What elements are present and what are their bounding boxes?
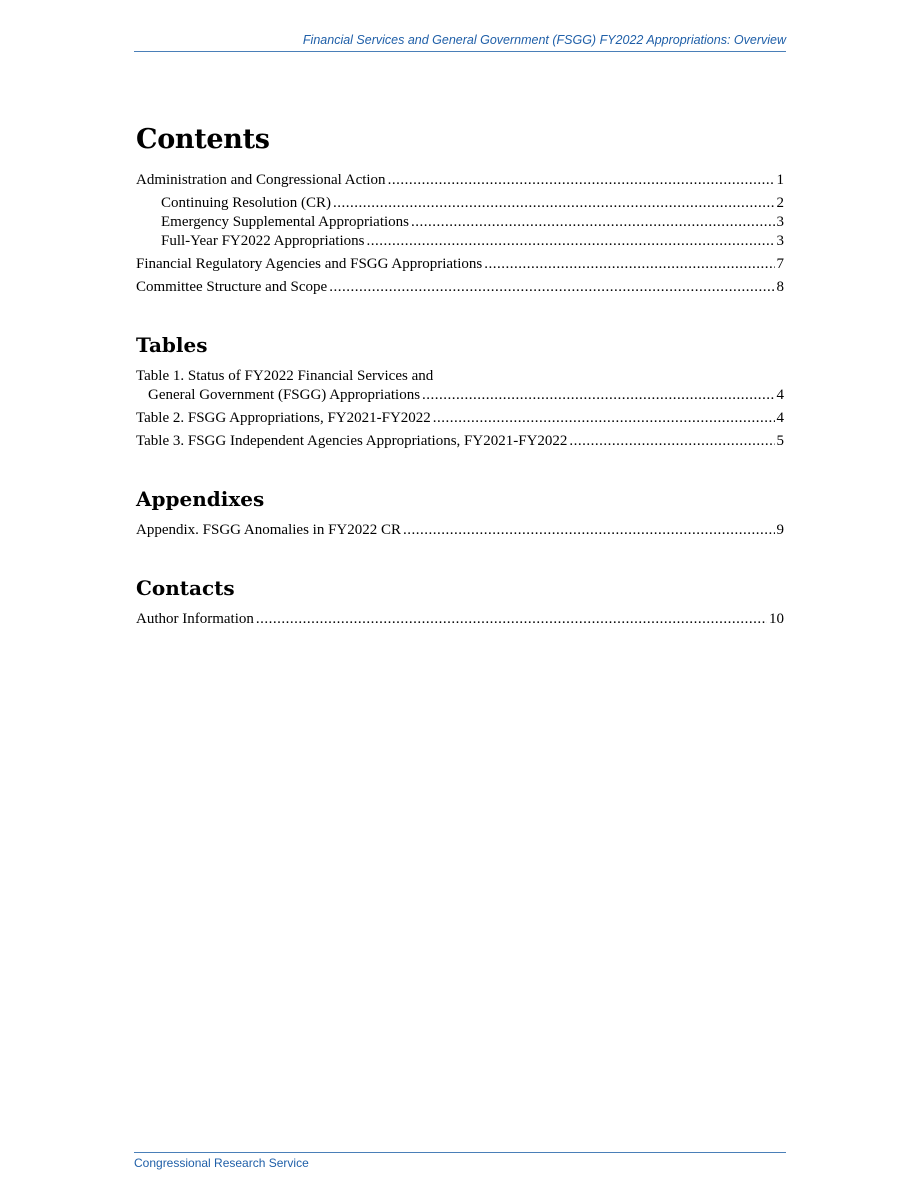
tables-heading: Tables bbox=[136, 333, 208, 357]
toc-entry-label: Table 3. FSGG Independent Agencies Appropriations, FY2021-FY2022 bbox=[136, 433, 568, 449]
contents-list bbox=[136, 171, 784, 297]
toc-entry-label: Administration and Congressional Action bbox=[136, 172, 386, 188]
footer-publisher: Congressional Research Service bbox=[134, 1156, 309, 1170]
toc-entry-table-2[interactable] bbox=[136, 409, 784, 428]
toc-entry-label-line2: General Government (FSGG) Appropriations bbox=[148, 387, 421, 403]
running-header: Financial Services and General Government (FSGG) FY2022 Appropriations: Overview bbox=[134, 33, 786, 52]
contents-heading: Contents bbox=[136, 124, 270, 155]
toc-entry-continuing-resolution[interactable] bbox=[136, 194, 784, 213]
table-of-contents bbox=[136, 124, 784, 633]
toc-entry-committee-structure[interactable] bbox=[136, 278, 784, 297]
dot-leader bbox=[422, 386, 774, 405]
appendixes-heading: Appendixes bbox=[136, 487, 265, 511]
toc-entry-page: 7 bbox=[776, 256, 784, 272]
toc-entry-page: 1 bbox=[776, 172, 784, 188]
dot-leader bbox=[256, 610, 767, 629]
toc-entry-financial-regulatory[interactable] bbox=[136, 255, 784, 274]
toc-entry-page: 5 bbox=[776, 433, 784, 449]
toc-entry-page: 3 bbox=[776, 233, 784, 249]
dot-leader bbox=[411, 213, 774, 232]
toc-entry-label: Continuing Resolution (CR) bbox=[161, 195, 332, 211]
toc-entry-table-1[interactable] bbox=[136, 367, 784, 405]
dot-leader bbox=[329, 278, 774, 297]
appendixes-section bbox=[136, 487, 784, 540]
dot-leader bbox=[433, 409, 775, 428]
dot-leader bbox=[403, 521, 774, 540]
toc-entry-author-information[interactable] bbox=[136, 610, 784, 629]
toc-entry-full-year[interactable] bbox=[136, 232, 784, 251]
toc-entry-label: Financial Regulatory Agencies and FSGG Appropriations bbox=[136, 256, 483, 272]
toc-entry-label-line1: Table 1. Status of FY2022 Financial Services and bbox=[136, 368, 434, 384]
toc-entry-page: 2 bbox=[776, 195, 784, 211]
toc-entry-administration[interactable] bbox=[136, 171, 784, 190]
dot-leader bbox=[366, 232, 774, 251]
dot-leader bbox=[569, 432, 774, 451]
dot-leader bbox=[484, 255, 774, 274]
contacts-heading: Contacts bbox=[136, 576, 235, 600]
toc-entry-page: 8 bbox=[776, 279, 784, 295]
toc-entry-emergency-supplemental[interactable] bbox=[136, 213, 784, 232]
toc-entry-label: Appendix. FSGG Anomalies in FY2022 CR bbox=[136, 522, 402, 538]
page-footer bbox=[134, 1152, 786, 1170]
tables-section bbox=[136, 333, 784, 451]
contacts-section bbox=[136, 576, 784, 629]
toc-entry-appendix[interactable] bbox=[136, 521, 784, 540]
toc-entry-table-3[interactable] bbox=[136, 432, 784, 451]
toc-entry-label: Committee Structure and Scope bbox=[136, 279, 328, 295]
toc-entry-label: Table 2. FSGG Appropriations, FY2021-FY2022 bbox=[136, 410, 431, 426]
toc-entry-page: 10 bbox=[769, 611, 784, 627]
toc-entry-page: 9 bbox=[776, 522, 784, 538]
toc-entry-page: 3 bbox=[776, 214, 784, 230]
toc-entry-page: 4 bbox=[776, 410, 784, 426]
toc-entry-label: Full-Year FY2022 Appropriations bbox=[161, 233, 365, 249]
toc-entry-page: 4 bbox=[776, 387, 784, 403]
dot-leader bbox=[333, 194, 774, 213]
dot-leader bbox=[388, 171, 775, 190]
toc-entry-label: Author Information bbox=[136, 611, 254, 627]
toc-entry-label: Emergency Supplemental Appropriations bbox=[161, 214, 410, 230]
